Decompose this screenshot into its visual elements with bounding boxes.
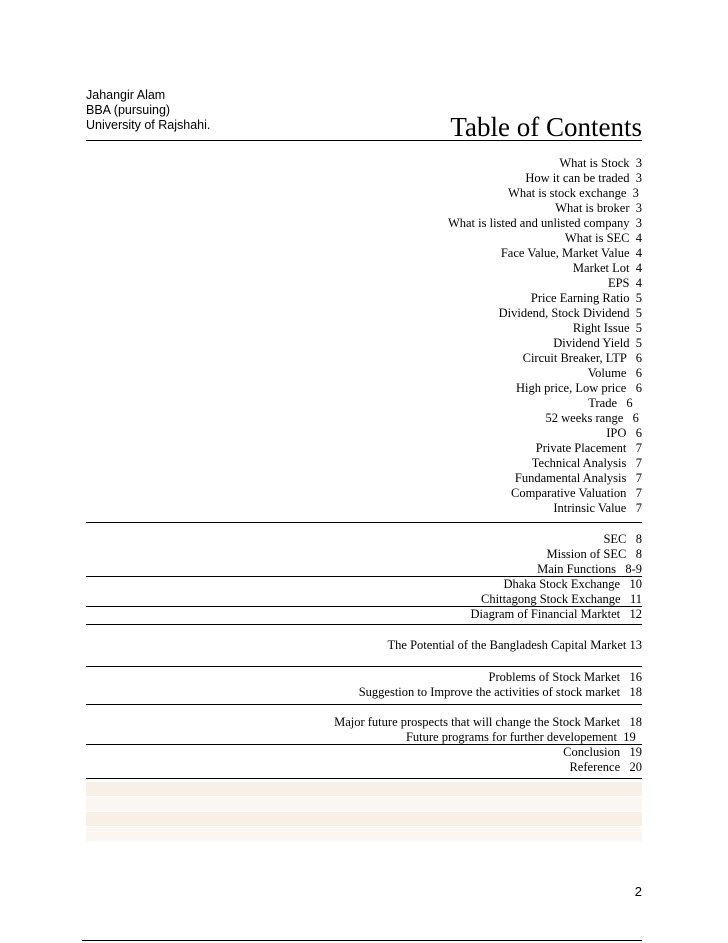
toc-entry: How it can be traded 3 bbox=[525, 171, 642, 185]
toc-entry: Market Lot 4 bbox=[572, 261, 642, 275]
toc-entry: Face Value, Market Value 4 bbox=[500, 246, 642, 260]
toc-entry: Private Placement 7 bbox=[535, 441, 642, 455]
section-rule bbox=[86, 778, 642, 779]
section-rule bbox=[86, 744, 642, 745]
toc-entry: Right Issue 5 bbox=[572, 321, 642, 335]
section-rule bbox=[86, 666, 642, 667]
toc-entry: SEC 8 bbox=[603, 532, 642, 546]
section-rule bbox=[86, 576, 642, 577]
toc-entry: EPS 4 bbox=[607, 276, 642, 290]
toc-section-potential bbox=[388, 638, 642, 653]
author-name: Jahangir Alam bbox=[86, 88, 166, 102]
toc-entry: Dividend, Stock Dividend 5 bbox=[498, 306, 642, 320]
toc-entry: Suggestion to Improve the activities of stock market 18 bbox=[358, 685, 642, 699]
toc-entry: Chittagong Stock Exchange 11 bbox=[481, 592, 642, 606]
toc-section-problems bbox=[359, 670, 642, 700]
section-rule bbox=[86, 624, 642, 625]
toc-entry: High price, Low price 6 bbox=[515, 381, 642, 395]
toc-entry: The Potential of the Bangladesh Capital Market 13 bbox=[387, 638, 642, 652]
toc-entry: Intrinsic Value 7 bbox=[553, 501, 642, 515]
footer-rule bbox=[82, 940, 642, 941]
toc-entry: What is Stock 3 bbox=[559, 156, 642, 170]
toc-entry: Price Earning Ratio 5 bbox=[530, 291, 642, 305]
toc-entry: Mission of SEC 8 bbox=[546, 547, 642, 561]
toc-entry: Volume 6 bbox=[587, 366, 642, 380]
author-degree: BBA (pursuing) bbox=[86, 103, 171, 117]
author-university: University of Rajshahi. bbox=[86, 118, 211, 132]
toc-entry: What is SEC 4 bbox=[564, 231, 642, 245]
toc-entry: 52 weeks range 6 bbox=[545, 411, 642, 425]
toc-entry: Reference 20 bbox=[569, 760, 642, 774]
page-title: Table of Contents bbox=[450, 112, 642, 142]
toc-entry: Dhaka Stock Exchange 10 bbox=[503, 577, 642, 591]
toc-entry: Problems of Stock Market 16 bbox=[488, 670, 642, 684]
toc-section-exchanges bbox=[471, 532, 642, 622]
toc-entry: What is broker 3 bbox=[555, 201, 642, 215]
section-rule bbox=[86, 704, 642, 705]
header-rule bbox=[86, 140, 642, 141]
shaded-footer-band bbox=[86, 782, 642, 840]
toc-entry: Fundamental Analysis 7 bbox=[514, 471, 642, 485]
toc-entry: Technical Analysis 7 bbox=[531, 456, 642, 470]
section-rule bbox=[86, 606, 642, 607]
toc-entry: Circuit Breaker, LTP 6 bbox=[522, 351, 642, 365]
toc-entry: Future programs for further developement 19 bbox=[405, 730, 642, 744]
toc-section-future bbox=[334, 715, 642, 775]
toc-entry: Main Functions 8-9 bbox=[537, 562, 642, 576]
section-rule bbox=[86, 522, 642, 523]
author-block bbox=[86, 88, 210, 133]
toc-entry: Conclusion 19 bbox=[563, 745, 642, 759]
toc-entry: Trade 6 bbox=[588, 396, 642, 410]
page-number: 2 bbox=[634, 884, 642, 899]
toc-entry: What is listed and unlisted company 3 bbox=[447, 216, 642, 230]
toc-section-basics bbox=[448, 156, 642, 516]
toc-entry: IPO 6 bbox=[606, 426, 642, 440]
toc-entry: Diagram of Financial Marktet 12 bbox=[470, 607, 642, 621]
toc-entry: Comparative Valuation 7 bbox=[511, 486, 642, 500]
toc-entry: Major future prospects that will change the Stock Market 18 bbox=[334, 715, 642, 729]
toc-entry: What is stock exchange 3 bbox=[508, 186, 642, 200]
toc-entry: Dividend Yield 5 bbox=[553, 336, 642, 350]
